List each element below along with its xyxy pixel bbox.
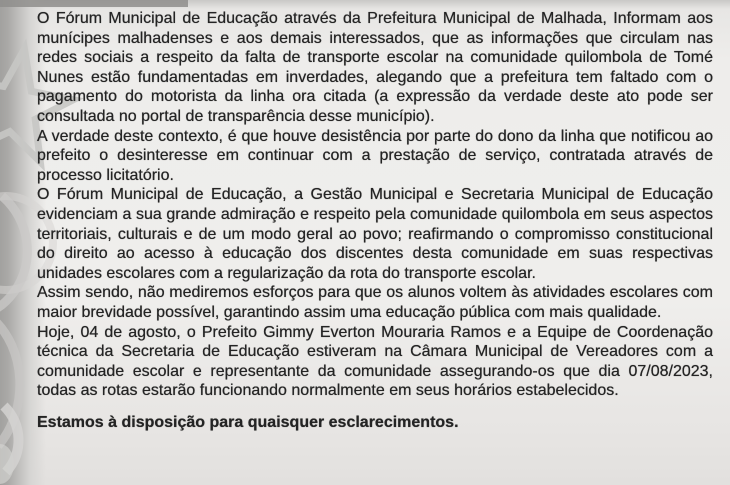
closing-line: Estamos à disposição para quaisquer esclarecimentos. bbox=[37, 413, 459, 431]
photo-edge-artifact bbox=[0, 0, 188, 7]
swirl-icon bbox=[0, 318, 20, 446]
statement-paragraph: A verdade deste contexto, é que houve desistência por parte do dono da linha que notificou ao prefeito o desinteresse em continuar com a prestação de serviço, contratada através de processo licitatório. bbox=[37, 127, 713, 184]
swirl-icon bbox=[4, 406, 19, 472]
statement-paragraph: O Fórum Municipal de Educação através da Prefeitura Municipal de Malhada, Informam aos munícipes malhadenses e aos demais interessados, que as informações que circulam nas redes sociais a respeito da falta de transporte escolar na comunidade quilombola de Tomé Nunes estão fundamentadas em inverdades, alegando que a prefeitura tem faltado com o pagamento do motorista da linha ora citada (a expressão da verdade deste ato pode ser consultada no portal de transparência desse município). bbox=[37, 10, 713, 125]
statement-paragraph: Hoje, 04 de agosto, o Prefeito Gimmy Everton Mouraria Ramos e a Equipe de Coordenação técnica da Secretaria de Educação estiveram na Câmara Municipal de Vereadores com a comunidade escolar e representante da comunidade assegurando-os que dia 07/08/2023, todas as rotas estarão funcionando normalmente em seus horários estabelecidos. bbox=[37, 323, 713, 400]
swirl-icon bbox=[0, 444, 14, 484]
statement-text bbox=[37, 9, 713, 432]
statement-paragraph: O Fórum Municipal de Educação, a Gestão Municipal e Secretaria Municipal de Educação evidenciam a sua grande admiração e respeito pela comunidade quilombola em seus aspectos territoriais, culturais e de um modo geral ao povo; reafirmando o compromisso constitucional do direito ao acesso à educação dos discentes desta comunidade em suas respectivas unidades escolares com a regularização da rota do transporte escolar. bbox=[37, 186, 713, 282]
statement-paragraph: Assim sendo, não mediremos esforços para que os alunos voltem às atividades escolares com maior brevidade possível, garantindo assim uma educação pública com mais qualidade. bbox=[37, 284, 713, 321]
swirl-icon bbox=[0, 196, 27, 311]
